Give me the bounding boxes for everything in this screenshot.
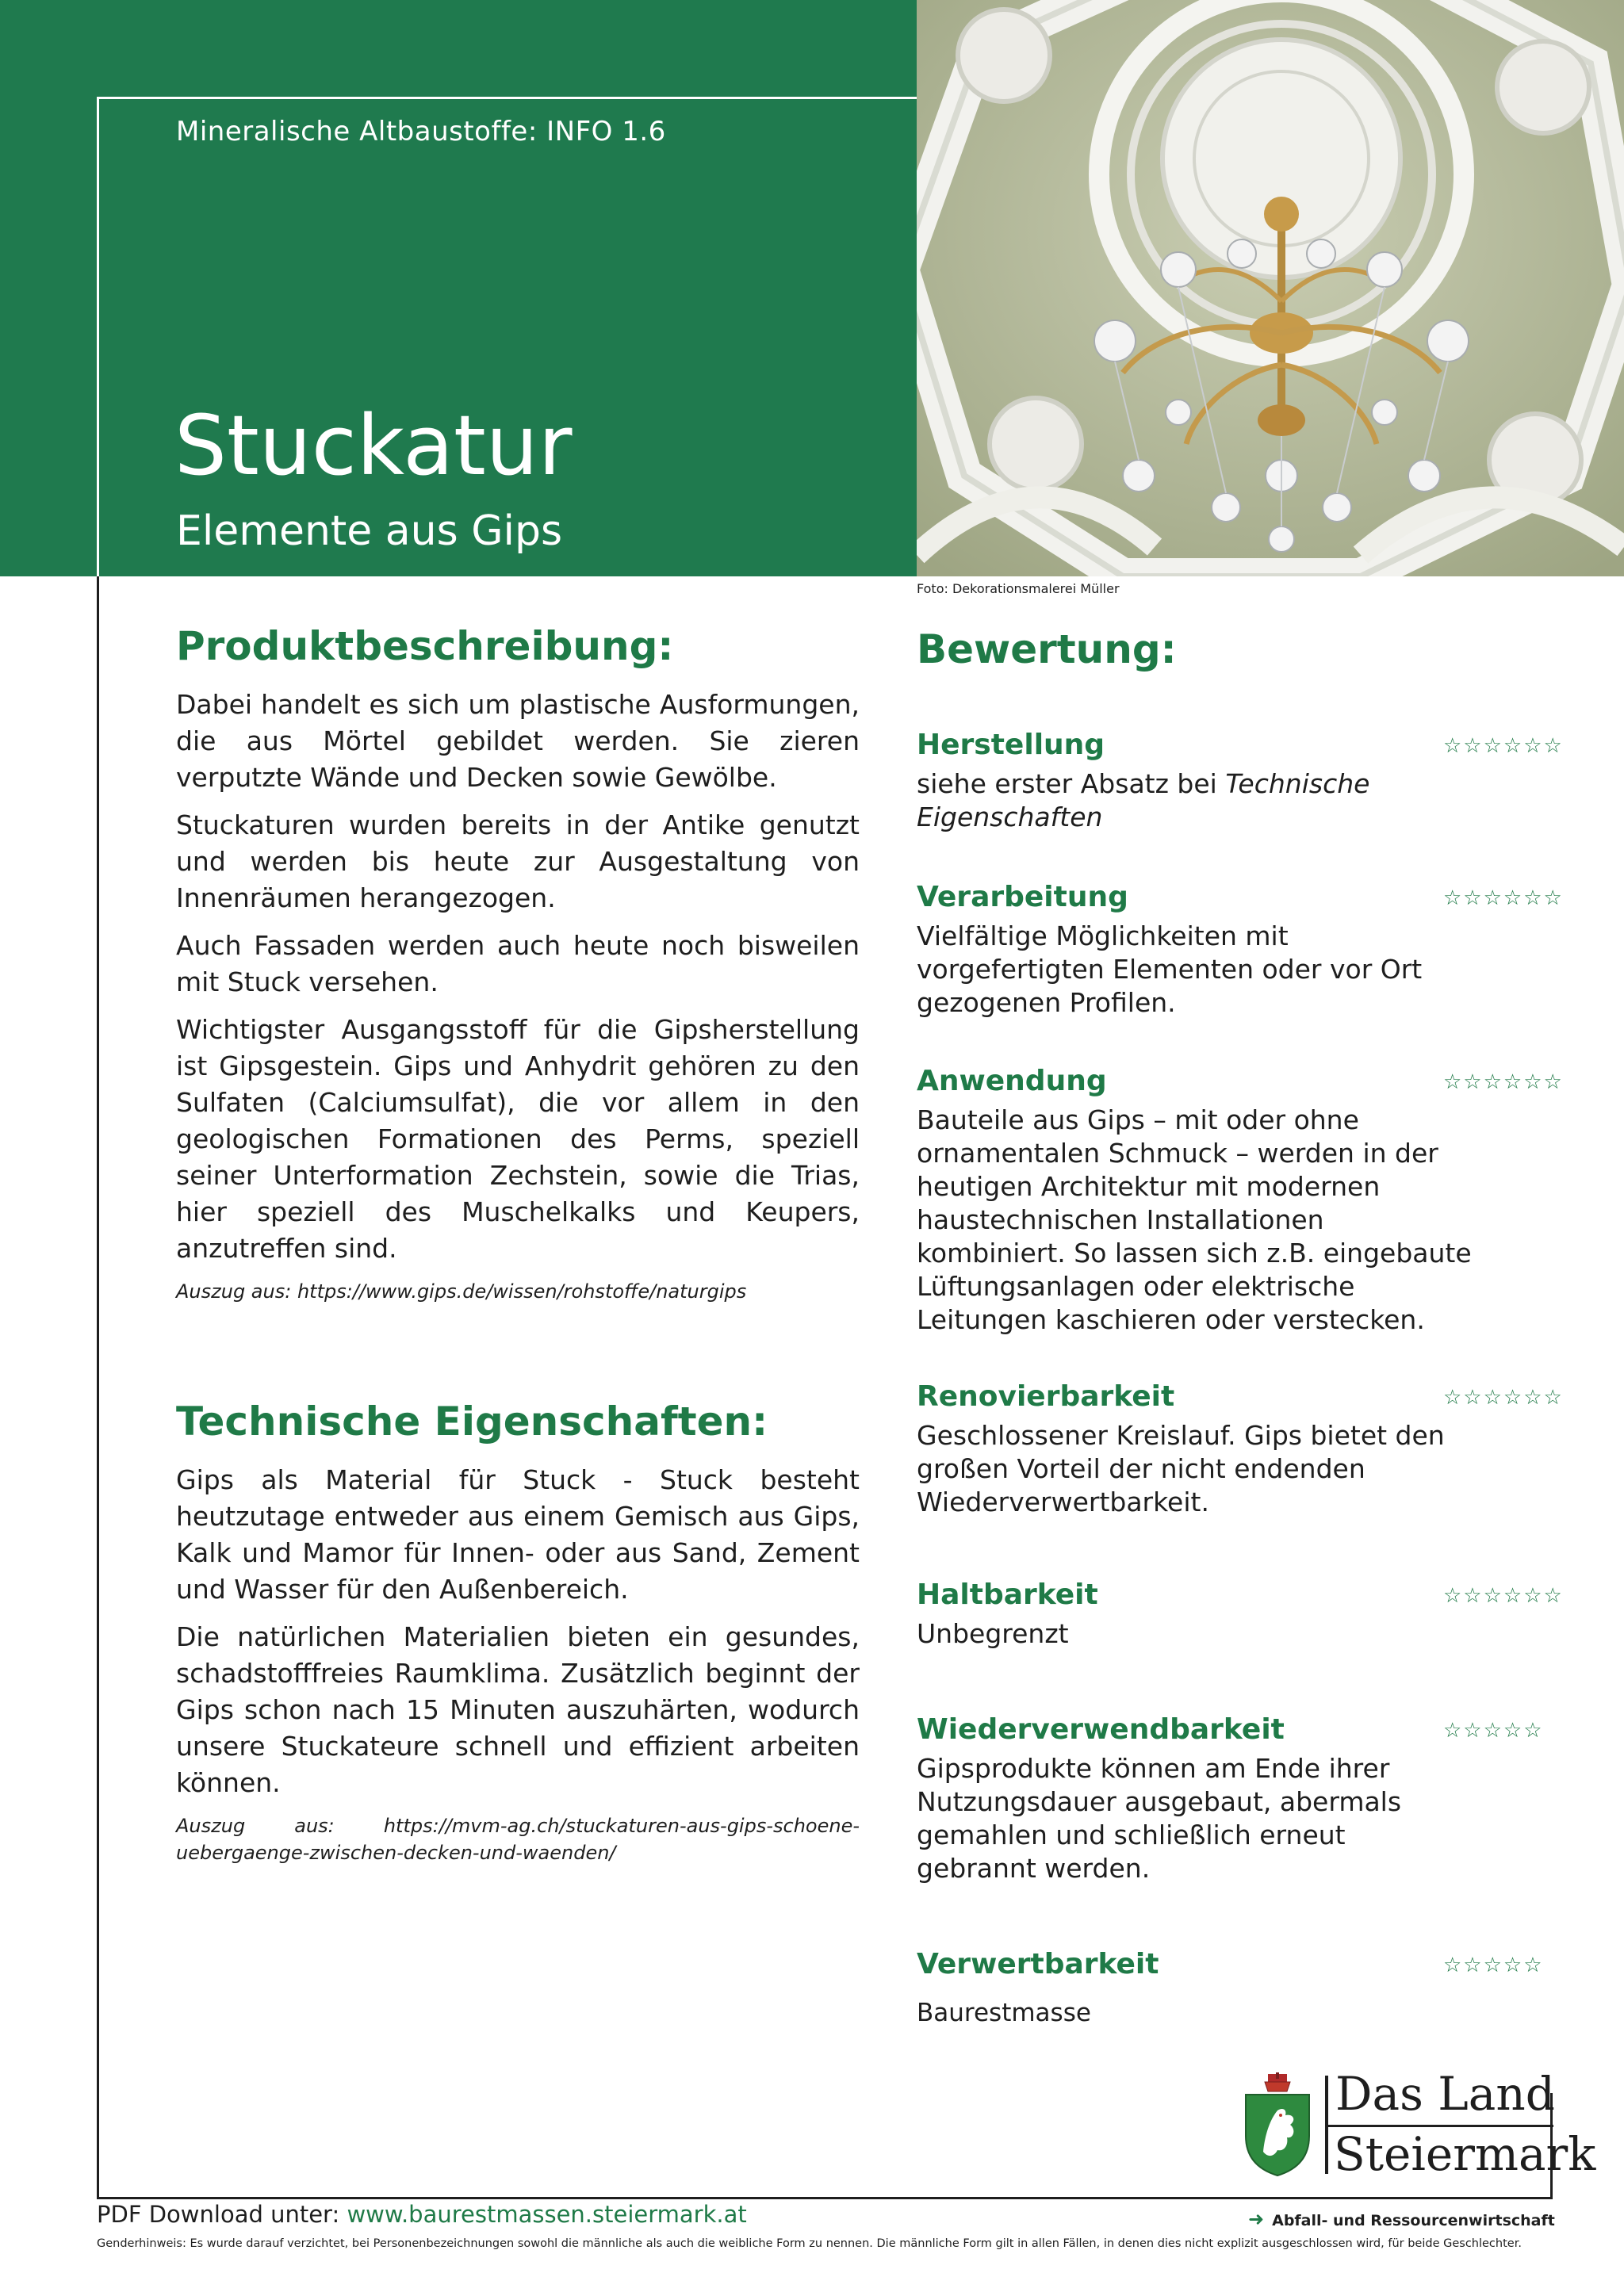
rating-label: Herstellung <box>917 729 1105 761</box>
rating-item-wiederverwendbarkeit <box>917 1712 1567 1885</box>
frame-line-top <box>97 97 917 99</box>
paragraph: Die natürlichen Materialien bieten ein gesundes, schadstofffreies Raumklima. Zusätzlich beginnt der Gips schon nach 15 Minuten auszuhärten, wodurch unsere Stuckateure schnell und effizient arbeiten können. <box>176 1621 860 1798</box>
rating-text: Bauteile aus Gips – mit oder ohne ornamentalen Schmuck – werden in der heutigen Architektur mit modernen haustechnischen Installationen kombiniert. So lassen sich z.B. eingebaute Lüftungsanlagen oder elektrische Leitungen kaschieren oder verstecken. <box>917 1104 1472 1335</box>
page-title: Stuckatur <box>174 397 573 494</box>
rating-label: Wiederverwendbarkeit <box>917 1713 1285 1746</box>
paragraph: Gips als Material für Stuck - Stuck besteht heutzutage entweder aus einem Gemisch aus Gips, Kalk und Mamor für Innen- oder aus Sand, Zement und Wasser für den Außenbereich. <box>176 1464 860 1605</box>
department-label: ➜ Abfall- und Ressourcenwirtschaft <box>1248 2208 1555 2230</box>
frame-line-left-header <box>97 97 99 576</box>
paragraph: Dabei handelt es sich um plastische Ausformungen, die aus Mörtel gebildet werden. Sie zieren verputzte Wände und Decken sowie Gewölbe. <box>176 689 860 793</box>
section-heading: Technische Eigenschaften: <box>176 1399 768 1445</box>
rating-text: siehe erster Absatz bei Technische Eigenschaften <box>917 768 1370 832</box>
rating-item-renovierbarkeit <box>917 1380 1567 1519</box>
ceiling-stucco-image <box>917 0 1624 576</box>
steiermark-crest-icon <box>1241 2072 1314 2177</box>
arrow-right-icon: ➜ <box>1248 2208 1265 2230</box>
star-rating-icon: ☆☆☆☆☆ <box>1443 1954 1544 1977</box>
paragraph: Wichtigster Ausgangsstoff für die Gipsherstellung ist Gipsgestein. Gips und Anhydrit gehören zu den Sulfaten (Calciumsulfat), die vor allem in den geologischen Formationen des Perms, speziell seiner Unterformation Zechstein, sowie die Trias, hier speziell des Muschelkalks und Keupers, anzutreffen sind. <box>176 1014 860 1264</box>
rating-text: Unbegrenzt <box>917 1618 1069 1649</box>
section-heading: Produktbeschreibung: <box>176 623 674 669</box>
download-link[interactable]: www.baurestmassen.steiermark.at <box>347 2201 747 2228</box>
paragraph: Stuckaturen wurden bereits in der Antike genutzt und werden bis heute zur Ausgestaltung von Innenräumen herangezogen. <box>176 809 860 913</box>
rating-item-herstellung <box>917 728 1567 834</box>
series-label: Mineralische Altbaustoffe: INFO 1.6 <box>176 116 666 147</box>
chandelier-photo <box>917 0 1624 576</box>
download-note <box>97 2201 747 2228</box>
rating-text: Baurestmasse <box>917 1999 1091 2027</box>
rating-item-haltbarkeit <box>917 1578 1567 1651</box>
source-citation: Auszug aus: https://www.gips.de/wissen/rohstoffe/naturgips <box>176 1280 747 1303</box>
star-rating-icon: ☆☆☆☆☆☆ <box>1443 734 1564 758</box>
rating-label: Renovierbarkeit <box>917 1380 1175 1413</box>
rating-label: Haltbarkeit <box>917 1578 1098 1611</box>
technical-properties-section <box>176 1399 860 1866</box>
photo-credit: Foto: Dekorationsmalerei Müller <box>917 581 1120 596</box>
rating-text: Vielfältige Möglichkeiten mit vorgefertigten Elementen oder vor Ort gezogenen Profilen. <box>917 920 1423 1018</box>
star-rating-icon: ☆☆☆☆☆☆ <box>1443 1386 1564 1410</box>
source-citation: Auszug aus: https://mvm-ag.ch/stuckaturen-aus-gips-schoene-uebergaenge-zwischen-decken-und-waenden/ <box>176 1815 860 1864</box>
rating-text: Gipsprodukte können am Ende ihrer Nutzungsdauer ausgebaut, abermals gemahlen und schließlich erneut gebrannt werden. <box>917 1753 1402 1884</box>
logo-text-das-land: Das Land <box>1335 2067 1555 2121</box>
star-rating-icon: ☆☆☆☆☆☆ <box>1443 1584 1564 1608</box>
star-rating-icon: ☆☆☆☆☆☆ <box>1443 1070 1564 1094</box>
rating-label: Verarbeitung <box>917 881 1128 913</box>
paragraph: Auch Fassaden werden auch heute noch bisweilen mit Stuck versehen. <box>176 930 860 997</box>
page-subtitle: Elemente aus Gips <box>176 507 563 555</box>
product-description-section <box>176 623 860 1305</box>
rating-label: Verwertbarkeit <box>917 1948 1159 1980</box>
frame-line-bottom <box>97 2197 1553 2199</box>
gender-note: Genderhinweis: Es wurde darauf verzichtet, bei Personenbezeichnungen sowohl die männliche als auch die weibliche Form zu nennen. Die männliche Form gilt in allen Fällen, in denen dies nicht explizit ausgeschlossen wird, für beide Geschlechter. <box>97 2237 1522 2250</box>
star-rating-icon: ☆☆☆☆☆☆ <box>1443 886 1564 910</box>
rating-label: Anwendung <box>917 1065 1107 1097</box>
download-label: PDF Download unter: <box>97 2201 347 2228</box>
rating-item-verwertbarkeit <box>917 1947 1567 2030</box>
logo-text-steiermark: Steiermark <box>1334 2127 1596 2181</box>
rating-item-verarbeitung <box>917 880 1567 1020</box>
rating-heading: Bewertung: <box>917 626 1177 672</box>
star-rating-icon: ☆☆☆☆☆ <box>1443 1719 1544 1743</box>
rating-text: Geschlossener Kreislauf. Gips bietet den großen Vorteil der nicht endenden Wiederverwertbarkeit. <box>917 1420 1445 1517</box>
rating-item-anwendung <box>917 1064 1567 1337</box>
